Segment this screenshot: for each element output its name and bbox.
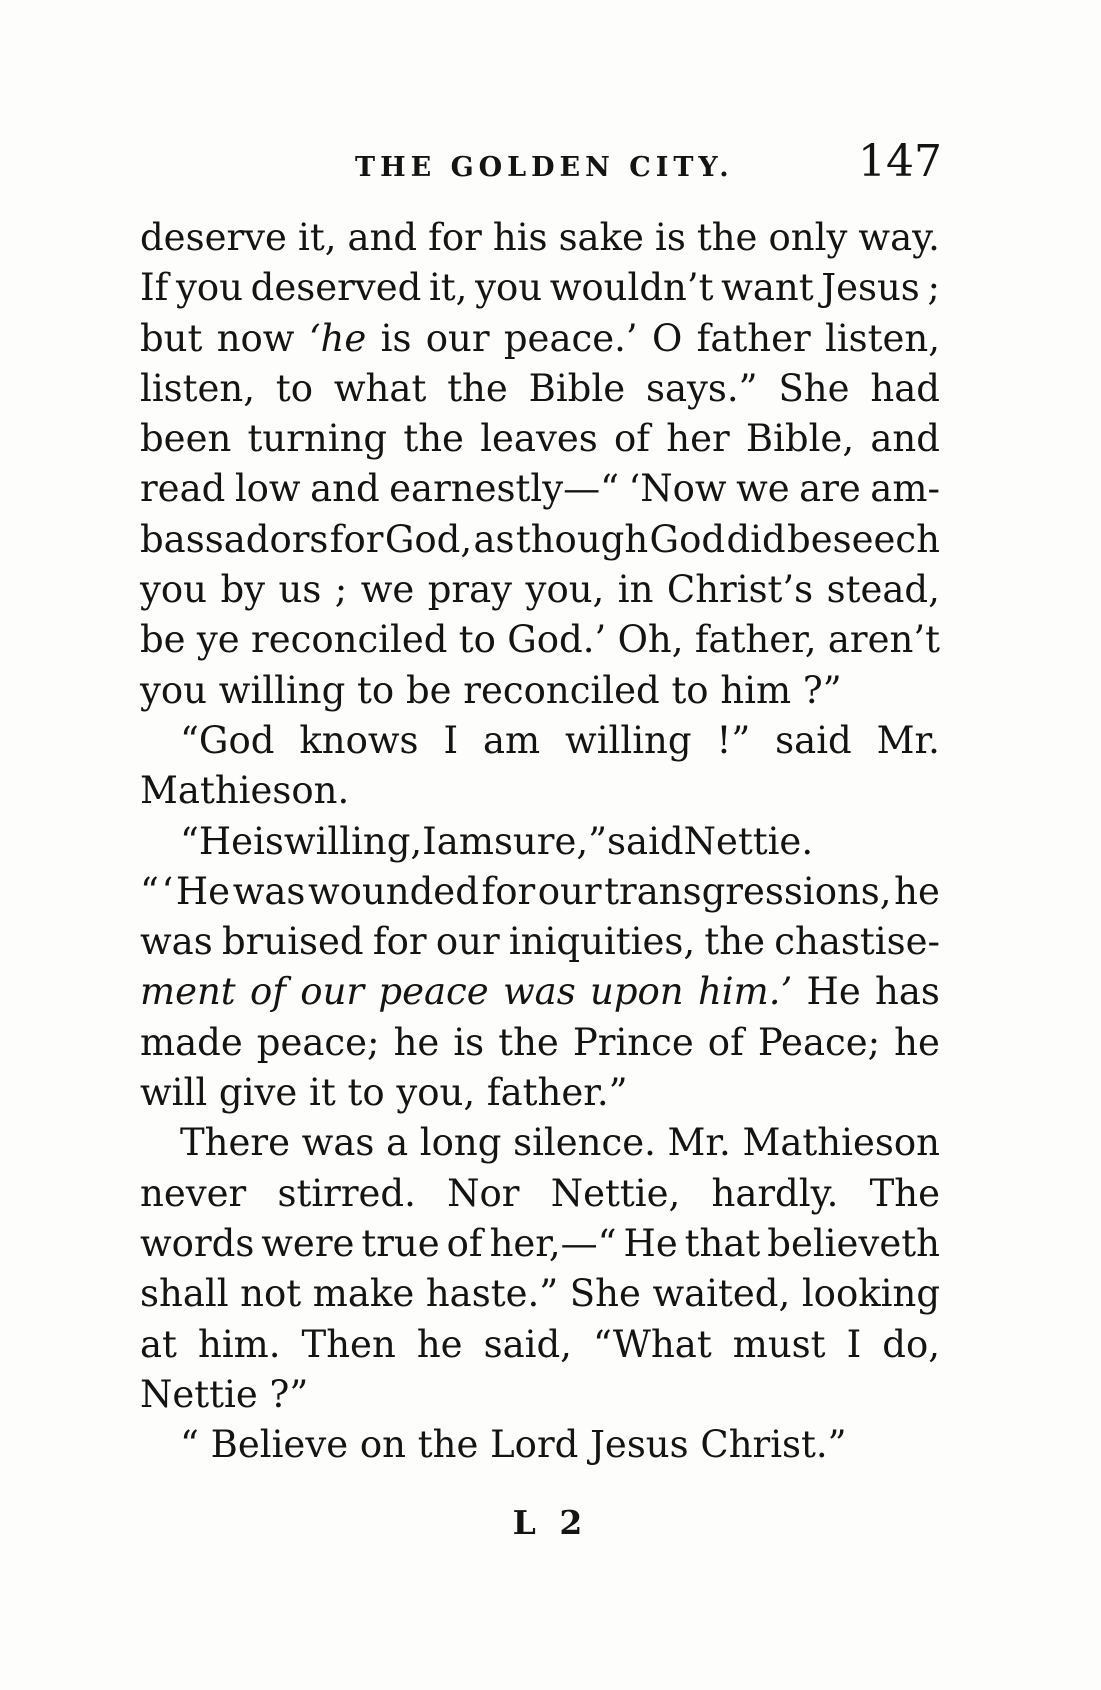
text-line: bassadors for God, as though God did beseech <box>140 517 940 561</box>
text-line: Nettie ?” <box>140 1372 309 1416</box>
text-line: ment of our peace was upon him.’ He has <box>140 970 940 1014</box>
text-line: There was a long silence. Mr. Mathieson <box>180 1121 940 1165</box>
text-line: you by us ; we pray you, in Christ’s stead, <box>140 568 940 612</box>
text-line: never stirred. Nor Nettie, hardly. The <box>140 1171 940 1215</box>
signature-mark: L 2 <box>512 1503 589 1542</box>
text-line: read low and earnestly—“ ‘Now we are am- <box>140 467 940 511</box>
text-line: been turning the leaves of her Bible, and <box>140 417 940 461</box>
text-line: made peace; he is the Prince of Peace; he <box>140 1020 940 1064</box>
page-header <box>140 136 942 200</box>
text-line: words were true of her,—“ He that believeth <box>140 1221 940 1265</box>
text-line: “ Believe on the Lord Jesus Christ.” <box>180 1423 847 1467</box>
text-line: deserve it, and for his sake is the only way. <box>140 216 940 259</box>
text-line: but now ‘he is our peace.’ O father listen, <box>140 316 940 360</box>
text-line: you willing to be reconciled to him ?” <box>140 668 842 712</box>
running-title: THE GOLDEN CITY. <box>355 152 734 183</box>
text-line: was bruised for our iniquities, the chastise- <box>140 920 940 964</box>
text-line: shall not make haste.” She waited, looking <box>140 1272 940 1316</box>
text-line: listen, to what the Bible says.” She had <box>140 366 940 410</box>
text-line: If you deserved it, you wouldn’t want Jesus ; <box>140 266 940 310</box>
body-text <box>140 213 940 1470</box>
text-line: at him. Then he said, “What must I do, <box>140 1322 940 1366</box>
text-line: be ye reconciled to God.’ Oh, father, aren’t <box>140 618 940 662</box>
text-line: will give it to you, father.” <box>140 1071 628 1115</box>
page-number: 147 <box>858 136 942 187</box>
text-line: Mathieson. <box>140 769 350 813</box>
text-line: “ ‘ He was wounded for our transgressions, he <box>140 869 940 913</box>
text-line: “Heiswilling,Iamsure,”saidNettie. <box>180 819 814 863</box>
text-line: “God knows I am willing !” said Mr. <box>180 718 940 762</box>
